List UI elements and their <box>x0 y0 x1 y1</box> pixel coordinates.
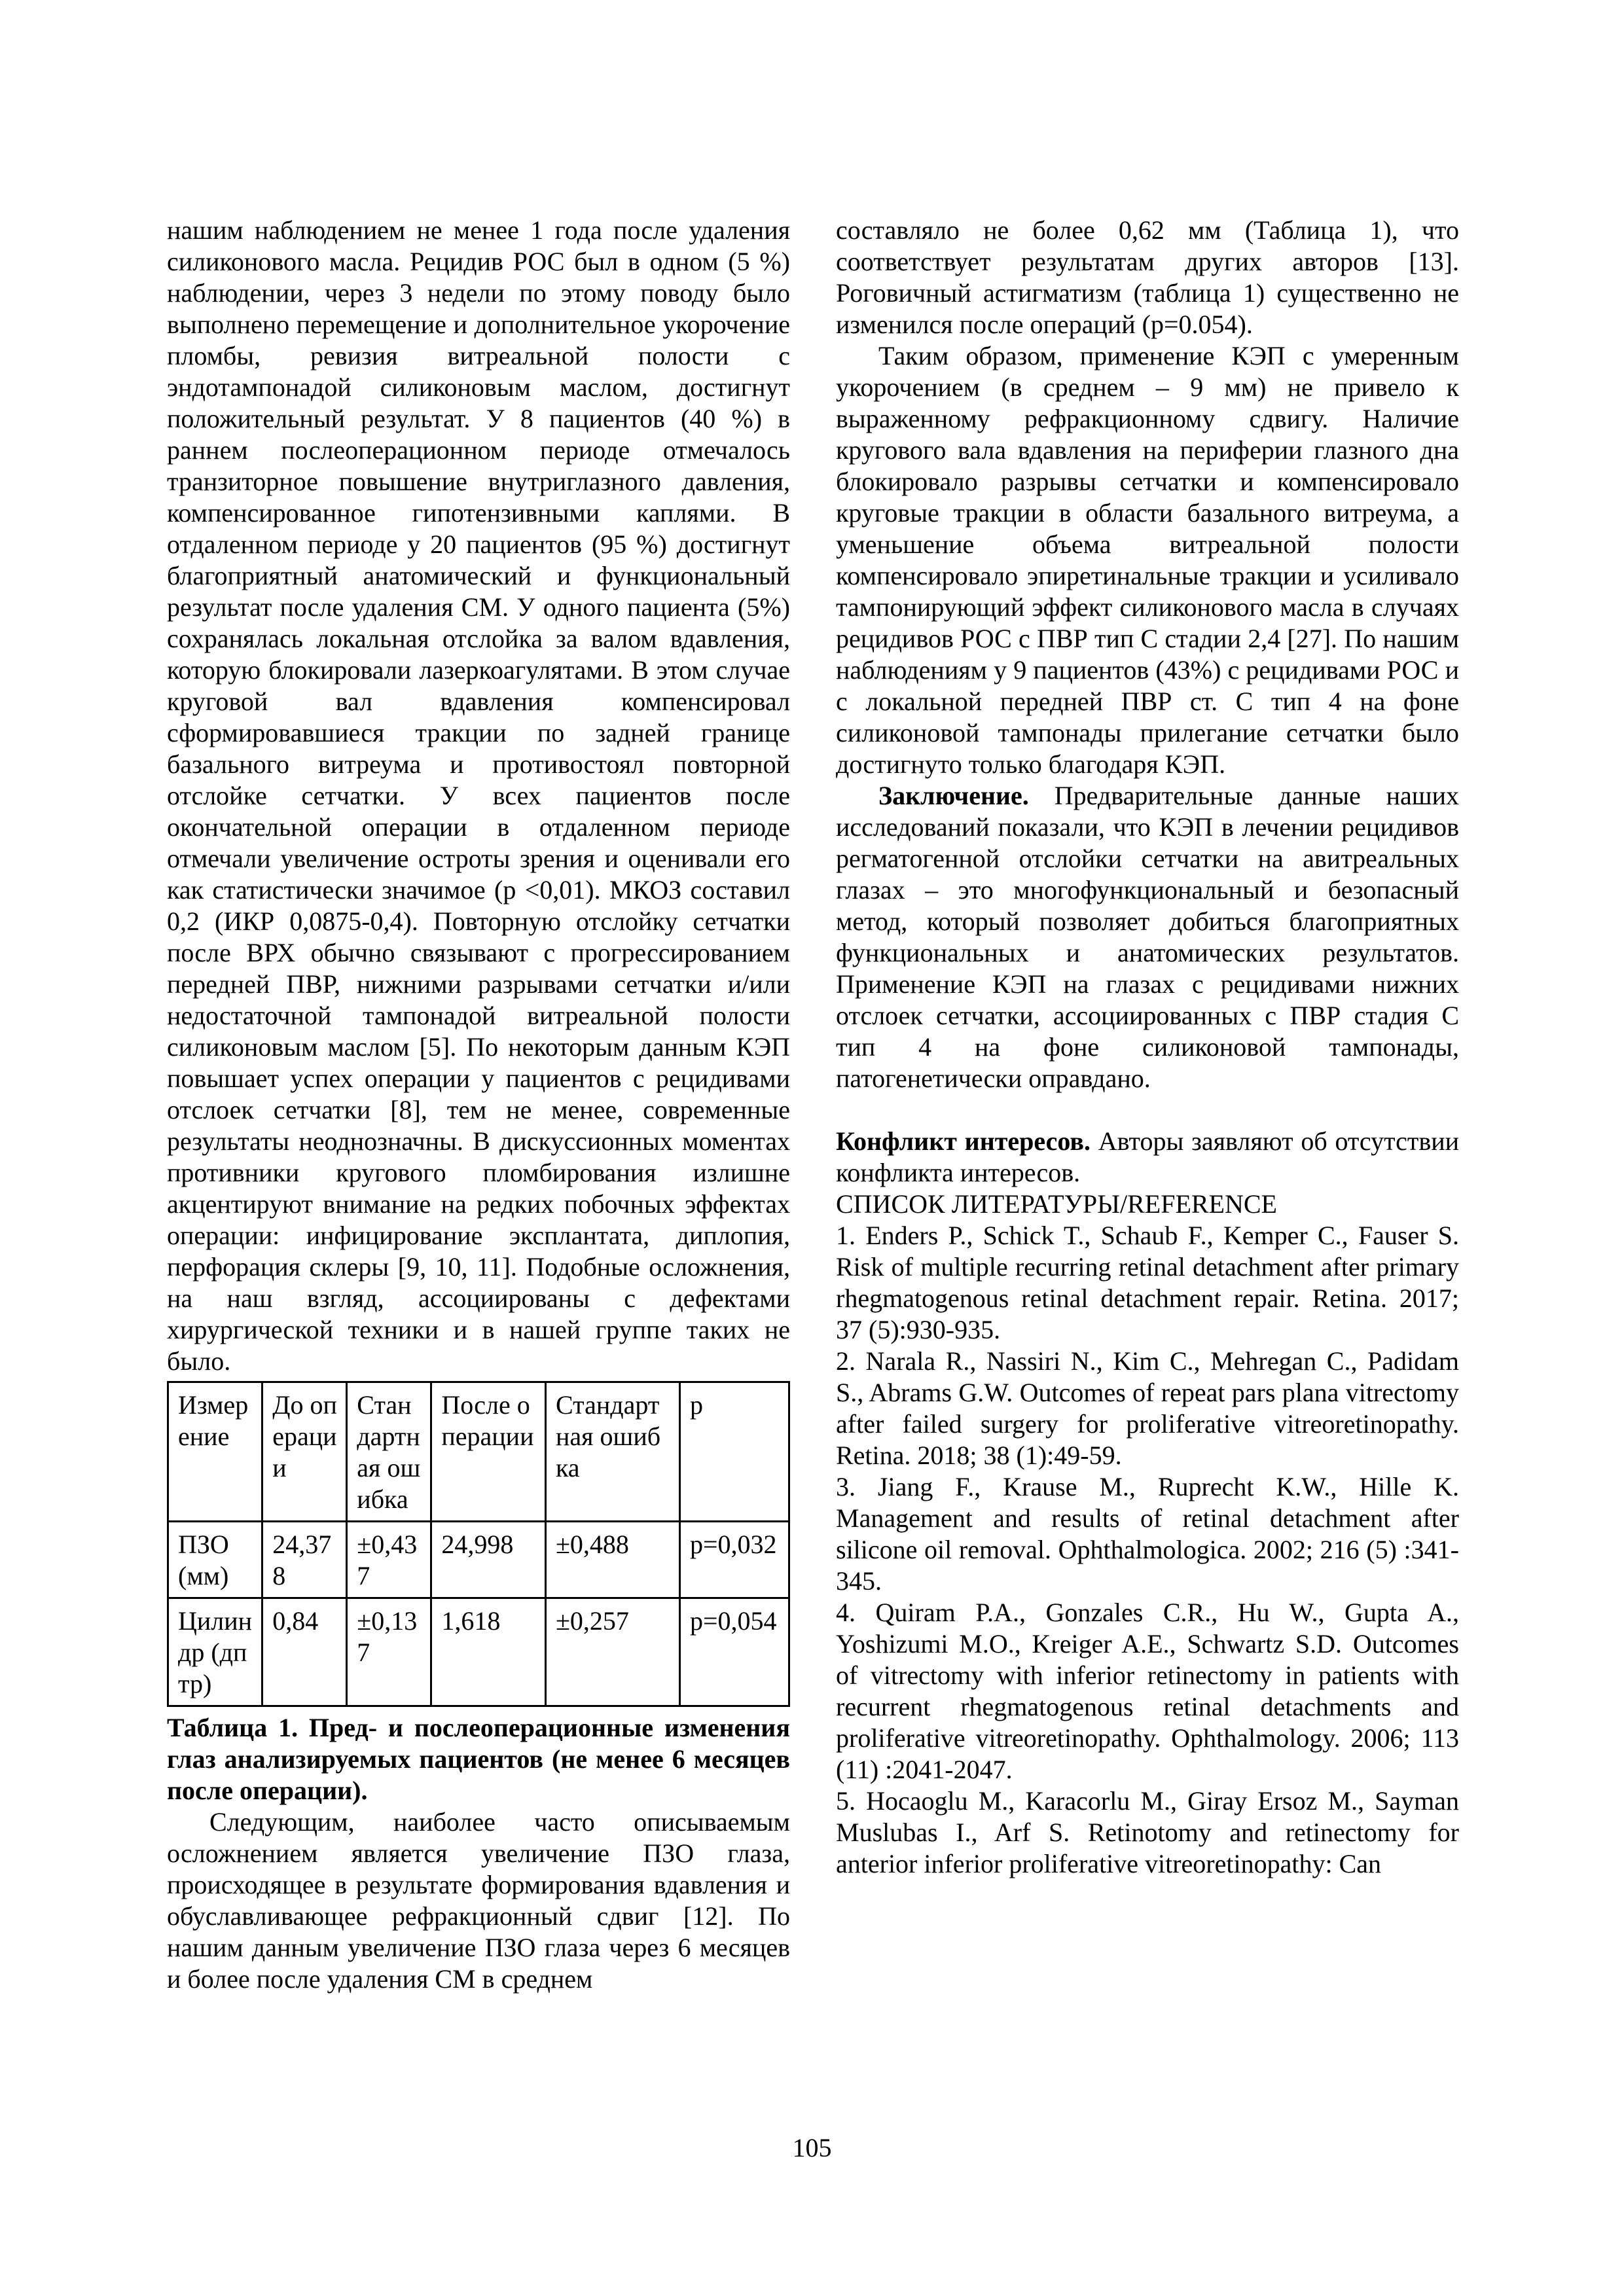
cell-pzo-after: 24,998 <box>431 1522 546 1598</box>
cell-cylinder-before: 0,84 <box>262 1598 347 1706</box>
cell-pzo-se1: ±0,437 <box>347 1522 431 1598</box>
right-column <box>836 215 1459 1880</box>
body-paragraph-complications: Следующим, наиболее часто описываемым осложнением является увеличение ПЗО глаза, происходящее в результате формирования вдавления и обуславливающее рефракционный сдвиг [12]. По нашим данным увеличение ПЗО глаза через 6 месяцев и более после удаления СМ в среднем <box>167 1807 790 1994</box>
table-header-row <box>168 1382 789 1522</box>
cell-cylinder-se1: ±0,137 <box>347 1598 431 1706</box>
cell-pzo-before: 24,378 <box>262 1522 347 1598</box>
references-list <box>836 1220 1459 1880</box>
header-before-surgery: До операции <box>262 1382 347 1522</box>
page-number: 105 <box>792 2133 832 2162</box>
reference-item: 2. Narala R., Nassiri N., Kim C., Mehregan C., Padidam S., Abrams G.W. Outcomes of repeat pars plana vitrectomy after failed surgery for proliferative vitreoretinopathy. Retina. 2018; 38 (1):49-59. <box>836 1346 1459 1470</box>
table-row <box>168 1598 789 1706</box>
references-title: СПИСОК ЛИТЕРАТУРЫ/REFERENCE <box>836 1189 1277 1219</box>
cell-cylinder-after: 1,618 <box>431 1598 546 1706</box>
header-standard-error-2: Стандартная ошибка <box>545 1382 679 1522</box>
body-paragraph-astigmatism: составляло не более 0,62 мм (Таблица 1), что соответствует результатам других авторов [13]. Роговичный астигматизм (таблица 1) существенно не изменился после операций (p=0.054). <box>836 215 1459 339</box>
header-standard-error-1: Стандартная ошибка <box>347 1382 431 1522</box>
reference-item: 1. Enders P., Schick T., Schaub F., Kemper C., Fauser S. Risk of multiple recurring retinal detachment after primary rhegmatogenous retinal detachment repair. Retina. 2017; 37 (5):930-935. <box>836 1221 1459 1344</box>
cell-cylinder-label: Цилиндр (дптр) <box>168 1598 262 1706</box>
conclusion-text: Предварительные данные наших исследований показали, что КЭП в лечении рецидивов регматогенной отслойки сетчатки на авитреальных глазах – это многофункциональный и безопасный метод, который позволяет добиться благоприятных функциональных и анатомических результатов. Применение КЭП на глазах с рецидивами нижних отслоек сетчатки, ассоциированных с ПВР стадия С тип 4 на фоне силиконовой тампонады, патогенетически оправдано. <box>836 781 1459 1093</box>
reference-item: 5. Hocaoglu M., Karacorlu M., Giray Ersoz M., Sayman Muslubas I., Arf S. Retinotomy and retinectomy for anterior inferior proliferative vitreoretinopathy: Can <box>836 1786 1459 1878</box>
conflict-lead: Конфликт интересов. <box>836 1126 1091 1156</box>
table-row <box>168 1522 789 1598</box>
header-p-value: р <box>679 1382 789 1522</box>
results-table-header <box>168 1382 789 1522</box>
conflict-of-interest-paragraph <box>836 1126 1459 1189</box>
left-column <box>167 215 790 1995</box>
results-table <box>167 1381 790 1707</box>
conflict-text: Авторы заявляют об отсутствии конфликта интересов. <box>836 1126 1460 1187</box>
body-paragraph-discussion: Таким образом, применение КЭП с умеренным укорочением (в среднем – 9 мм) не привело к выраженному рефракционному сдвигу. Наличие кругового вала вдавления на периферии глазного дна блокировало разрывы сетчатки и компенсировало круговые тракции в области базального витреума, а уменьшение объема витреальной полости компенсировало эпиретинальные тракции и усиливало тампонирующий эффект силиконового масла в случаях рецидивов РОС с ПВР тип С стадии 2,4 [27]. По нашим наблюдениям у 9 пациентов (43%) с рецидивами РОС и с локальной передней ПВР ст. С тип 4 на фоне силиконовой тампонады прилегание сетчатки было достигнуто только благодаря КЭП. <box>836 341 1459 779</box>
header-measurement: Измерение <box>168 1382 262 1522</box>
body-paragraph-results: нашим наблюдением не менее 1 года после удаления силиконового масла. Рецидив РОС был в одном (5 %) наблюдении, через 3 недели по этому поводу было выполнено перемещение и дополнительное укорочение пломбы, ревизия витреальной полости с эндотампонадой силиконовым маслом, достигнут положительный результат. У 8 пациентов (40 %) в раннем послеоперационном периоде отмечалось транзиторное повышение внутриглазного давления, компенсированное гипотензивными каплями. В отдаленном периоде у 20 пациентов (95 %) достигнут благоприятный анатомический и функциональный результат после удаления СМ. У одного пациента (5%) сохранялась локальная отслойка за валом вдавления, которую блокировали лазеркоагулятами. В этом случае круговой вал вдавления компенсировал сформировавшиеся тракции по задней границе базального витреума и противостоял повторной отслойке сетчатки. У всех пациентов после окончательной операции в отдаленном периоде отмечали увеличение остроты зрения и оценивали его как статистически значимое (р <0,01). МКОЗ составил 0,2 (ИКР 0,0875-0,4). Повторную отслойку сетчатки после ВРХ обычно связывают с прогрессированием передней ПВР, нижними разрывами сетчатки и/или недостаточной тампонадой витреальной полости силиконовым маслом [5]. По некоторым данным КЭП повышает успех операции у пациентов с рецидивами отслоек сетчатки [8], тем не менее, современные результаты неоднозначны. В дискуссионных моментах противники кругового пломбирования излишне акцентируют внимание на редких побочных эффектах операции: инфицирование эксплантата, диплопия, перфорация склеры [9, 10, 11]. Подобные осложнения, на наш взгляд, ассоциированы с дефектами хирургической техники и в нашей группе таких не было. <box>167 215 790 1376</box>
cell-cylinder-se2: ±0,257 <box>545 1598 679 1706</box>
cell-pzo-label: ПЗО (мм) <box>168 1522 262 1598</box>
reference-item: 4. Quiram P.A., Gonzales C.R., Hu W., Gupta A., Yoshizumi M.O., Kreiger A.E., Schwartz S.D. Outcomes of vitrectomy with inferior retinectomy in patients with recurrent rhegmatogenous retinal detachments and proliferative vitreoretinopathy. Ophthalmology. 2006; 113 (11) :2041-2047. <box>836 1598 1459 1784</box>
table-caption: Таблица 1. Пред- и послеоперационные изменения глаз анализируемых пациентов (не менее 6 месяцев после операции). <box>167 1713 790 1805</box>
conclusion-lead: Заключение. <box>878 781 1029 810</box>
conclusion-paragraph <box>836 780 1459 1094</box>
cell-pzo-p: p=0,032 <box>679 1522 789 1598</box>
header-after-surgery: После операции <box>431 1382 546 1522</box>
cell-pzo-se2: ±0,488 <box>545 1522 679 1598</box>
reference-item: 3. Jiang F., Krause M., Ruprecht K.W., Hille K. Management and results of retinal detachment after silicone oil removal. Ophthalmologica. 2002; 216 (5) :341-345. <box>836 1472 1459 1596</box>
cell-cylinder-p: p=0,054 <box>679 1598 789 1706</box>
